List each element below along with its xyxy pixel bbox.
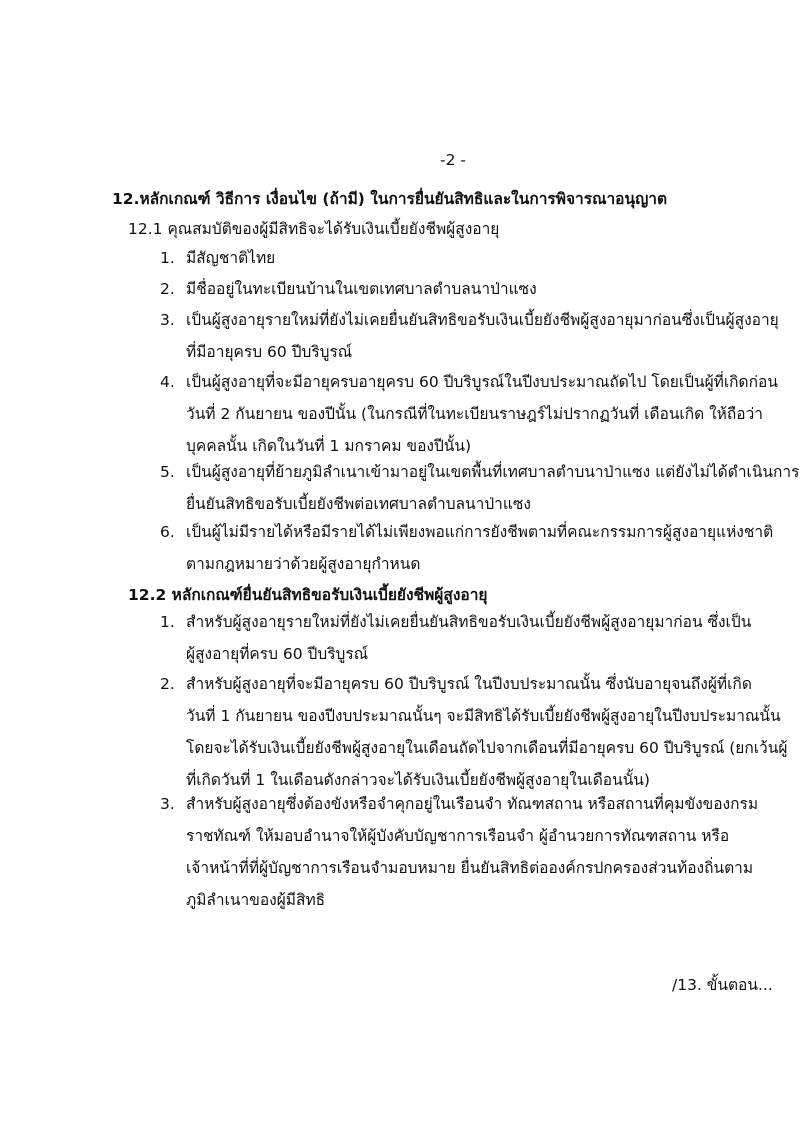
item-text: สำหรับผู้สูงอายุที่จะมีอายุครบ 60 ปีบริบูรณ์ ในปีงบประมาณนั้น ซึ่งนับอายุจนถึงผู้ที่เกิด (186, 675, 752, 693)
item-text: ที่มีอายุครบ 60 ปีบริบูรณ์ (186, 343, 353, 361)
item-text: มีชื่ออยู่ในทะเบียนบ้านในเขตเทศบาลตำบลนาป่าแซง (186, 280, 537, 298)
item-number: 3. (160, 795, 175, 813)
item-text: วันที่ 2 กันยายน ของปีนั้น (ในกรณีที่ในทะเบียนราษฎร์ไม่ปรากฏวันที่ เดือนเกิด ให้ถือว่า (186, 405, 763, 423)
item-text: เป็นผู้สูงอายุรายใหม่ที่ยังไม่เคยยื่นยันสิทธิขอรับเงินเบี้ยยังชีพผู้สูงอายุมาก่อนซึ่งเป็นผู้สูงอายุ (186, 311, 779, 329)
item-number: 3. (160, 311, 175, 329)
item-text: ภูมิลำเนาของผู้มีสิทธิ (186, 891, 326, 909)
item-text: ราชทัณฑ์ ให้มอบอำนาจให้ผู้บังคับบัญชาการเรือนจำ ผู้อำนวยการทัณฑสถาน หรือ (186, 827, 730, 845)
item-text: โดยจะได้รับเงินเบี้ยยังชีพผู้สูงอายุในเดือนถัดไปจากเดือนที่มีอายุครบ 60 ปีบริบูรณ์ (ยกเว้นผู้ (186, 739, 788, 757)
item-text: ที่เกิดวันที่ 1 ในเดือนดังกล่าวจะได้รับเงินเบี้ยยังชีพผู้สูงอายุในเดือนนั้น) (186, 771, 650, 789)
item-text: ตามกฎหมายว่าด้วยผู้สูงอายุกำหนด (186, 555, 421, 573)
item-number: 6. (160, 523, 175, 541)
section-heading: 12.หลักเกณฑ์ วิธีการ เงื่อนไข (ถ้ามี) ในการยื่นยันสิทธิและในการพิจารณาอนุญาต (112, 190, 668, 208)
item-number: 1. (160, 613, 175, 631)
item-text: เป็นผู้สูงอายุที่จะมีอายุครบอายุครบ 60 ปีบริบูรณ์ในปีงบประมาณถัดไป โดยเป็นผู้ที่เกิดก่อน (186, 373, 778, 391)
footer-continuation: /13. ขั้นตอน... (672, 976, 773, 994)
item-text: วันที่ 1 กันยายน ของปีงบประมาณนั้นๆ จะมีสิทธิได้รับเบี้ยยังชีพผู้สูงอายุในปีงบประมาณนั้น (186, 707, 781, 725)
page-number: -2 - (440, 151, 466, 169)
item-text: บุคคลนั้น เกิดในวันที่ 1 มกราคม ของปีนั้น) (186, 437, 472, 455)
item-number: 2. (160, 675, 175, 693)
item-number: 5. (160, 463, 175, 481)
item-number: 2. (160, 280, 175, 298)
item-text: สำหรับผู้สูงอายุซึ่งต้องขังหรือจำคุกอยู่ในเรือนจำ ทัณฑสถาน หรือสถานที่คุมขังของกรม (186, 795, 759, 813)
subsection-1-title: 12.1 คุณสมบัติของผู้มีสิทธิจะได้รับเงินเบี้ยยังชีพผู้สูงอายุ (128, 220, 500, 238)
item-text: เป็นผู้สูงอายุที่ย้ายภูมิลำเนาเข้ามาอยู่ในเขตพื้นที่เทศบาลตำบนาป่าแซง แต่ยังไม่ได้ดำเนินการ (186, 463, 800, 481)
item-text: สำหรับผู้สูงอายุรายใหม่ที่ยังไม่เคยยื่นยันสิทธิขอรับเงินเบี้ยยังชีพผู้สูงอายุมาก่อน ซึ่งเป็น (186, 613, 752, 631)
item-text: เป็นผู้ไม่มีรายได้หรือมีรายได้ไม่เพียงพอแก่การยังชีพตามที่คณะกรรมการผู้สูงอายุแห่งชาติ (186, 523, 774, 541)
item-text: มีสัญชาติไทย (186, 249, 276, 267)
item-text: เจ้าหน้าที่ที่ผู้บัญชาการเรือนจำมอบหมาย ยื่นยันสิทธิต่อองค์กรปกครองส่วนท้องถิ่นตาม (186, 859, 754, 877)
item-text: ยื่นยันสิทธิขอรับเบี้ยยังชีพต่อเทศบาลตำบลนาป่าแซง (186, 495, 531, 513)
subsection-2-title: 12.2 หลักเกณฑ์ยื่นยันสิทธิขอรับเงินเบี้ยยังชีพผู้สูงอายุ (128, 586, 488, 604)
item-text: ผู้สูงอายุที่ครบ 60 ปีบริบูรณ์ (186, 645, 369, 663)
item-number: 1. (160, 249, 175, 267)
item-number: 4. (160, 373, 175, 391)
